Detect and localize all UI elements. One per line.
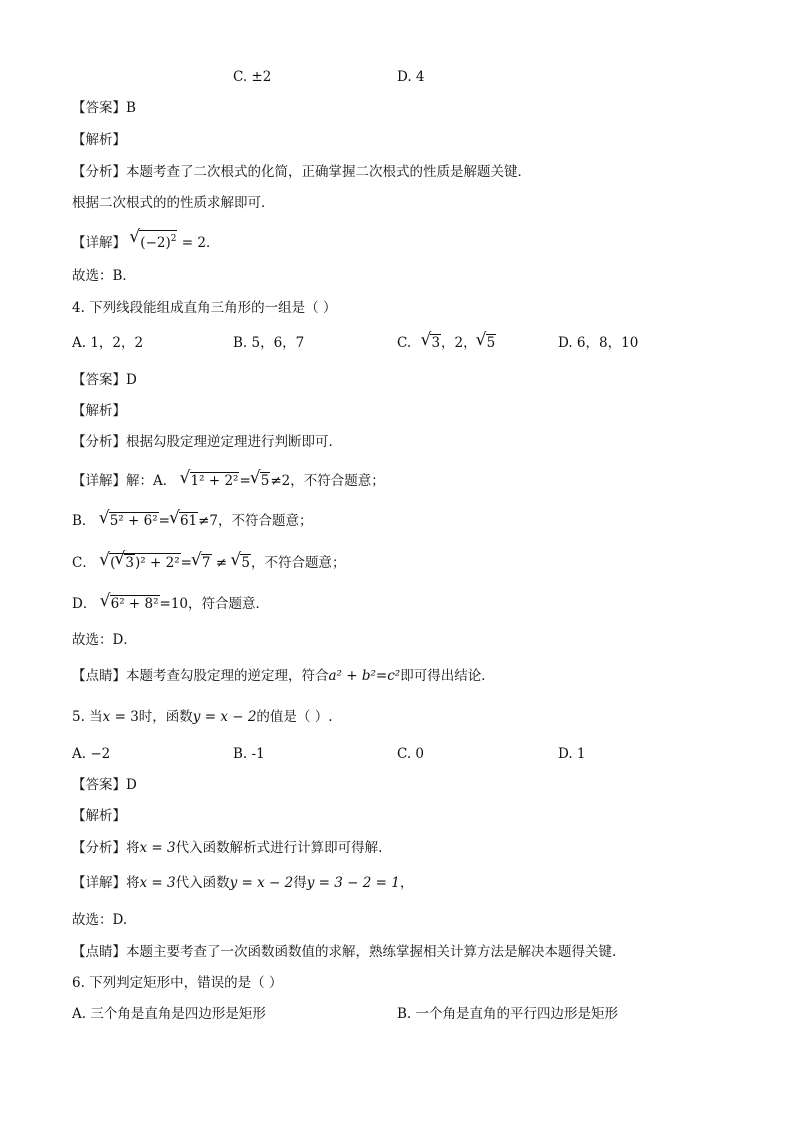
q4-detail-c-ne: ≠ bbox=[211, 555, 232, 571]
q5-option-b: B. -1 bbox=[233, 746, 265, 762]
q5-detail-mid1: 代入函数 bbox=[175, 875, 230, 891]
q4-detail-b-tail: ≠7，不符合题意； bbox=[198, 513, 313, 529]
q4-comment-pre: 【点睛】本题考查勾股定理的逆定理，符合 bbox=[72, 668, 329, 684]
q5-option-c: C. 0 bbox=[397, 746, 425, 762]
q3-method: 根据二次根式的的性质求解即可． bbox=[72, 195, 275, 211]
q4-option-c-sqrt3: √ 3 bbox=[421, 333, 441, 353]
q4-comment-formula: a² + b²=c² bbox=[328, 668, 401, 684]
q3-detail-label: 【详解】 bbox=[72, 235, 126, 251]
q4-option-b: B. 5，6，7 bbox=[233, 335, 305, 351]
q4-detail-a-sqrt5: √ 5 bbox=[251, 471, 271, 491]
q4-detail-b-sqrt: √ 5² + 6² bbox=[100, 511, 159, 531]
q5-stem-pre: 5. 当 bbox=[72, 709, 103, 725]
q5-stem-eq2: = x − 2 bbox=[200, 709, 257, 725]
q3-analysis-heading: 【解析】 bbox=[72, 132, 126, 148]
q5-stem-post: 的值是（ ）. bbox=[256, 709, 333, 725]
q6-option-b: B. 一个角是直角的平行四边形是矩形 bbox=[397, 1006, 619, 1022]
q4-option-c-sqrt5: √ 5 bbox=[477, 333, 497, 353]
q3-radicand: (−2) bbox=[140, 235, 171, 251]
q4-detail-c-tail: ，不符合题意； bbox=[251, 555, 346, 571]
q5-detail-mid2: 得 bbox=[293, 875, 307, 891]
q5-detail-post: ， bbox=[399, 875, 414, 891]
q5-stem bbox=[72, 707, 333, 727]
q4-option-c-mid: ，2， bbox=[441, 335, 477, 351]
q4-option-c bbox=[397, 333, 496, 353]
q3-choice: 故选：B． bbox=[72, 268, 136, 284]
q3-detail bbox=[72, 230, 219, 253]
q4-answer: 【答案】D bbox=[72, 372, 137, 388]
q4-detail-d-label: D． bbox=[72, 596, 97, 612]
q4-detail-c bbox=[72, 553, 346, 573]
q4-detail-a bbox=[72, 471, 385, 491]
q4-comment-post: 即可得出结论． bbox=[400, 668, 495, 684]
q4-detail-c-sqrt7: √ 7 bbox=[192, 553, 212, 573]
q5-stem-y: y bbox=[192, 709, 201, 725]
q4-detail-c-sqrt: √ (√ 3)² + 2² bbox=[100, 553, 180, 573]
q5-option-a: A. −2 bbox=[72, 746, 111, 762]
q5-detail bbox=[72, 873, 413, 893]
q5-comment: 【点睛】本题主要考查了一次函数函数值的求解，熟练掌握相关计算方法是解决本题得关键. bbox=[72, 944, 617, 960]
q6-stem: 6. 下列判定矩形中，错误的是（ ） bbox=[72, 975, 283, 991]
q4-detail-b-label: B． bbox=[72, 513, 96, 529]
q5-analysis bbox=[72, 838, 382, 858]
q3-sqrt bbox=[130, 230, 177, 253]
q5-analysis-x: x = 3 bbox=[139, 840, 176, 856]
q5-detail-function: y = x − 2 bbox=[229, 875, 294, 891]
q4-choice: 故选：D． bbox=[72, 632, 137, 648]
q3-exponent: 2 bbox=[170, 234, 177, 244]
q4-stem: 4. 下列线段能组成直角三角形的一组是（ ） bbox=[72, 300, 337, 316]
q4-detail-b bbox=[72, 511, 313, 531]
q4-detail-b-eq: = bbox=[158, 513, 170, 529]
q4-detail-a-sqrt: √ 1² + 2² bbox=[181, 471, 240, 491]
q5-detail-pre: 【详解】将 bbox=[72, 875, 140, 891]
q4-option-a: A. 1，2，2 bbox=[72, 335, 144, 351]
q5-stem-x: x bbox=[102, 709, 111, 725]
q4-option-d: D. 6，8，10 bbox=[558, 335, 639, 351]
q4-detail-b-sqrt61: √ 61 bbox=[170, 511, 198, 531]
q4-detail-a-eq: = bbox=[239, 473, 251, 489]
q5-detail-result: y = 3 − 2 = 1 bbox=[306, 875, 400, 891]
q5-option-d: D. 1 bbox=[558, 746, 586, 762]
q5-detail-x: x = 3 bbox=[139, 875, 176, 891]
q3-answer: 【答案】B bbox=[72, 100, 136, 116]
q5-choice: 故选：D. bbox=[72, 912, 128, 928]
q3-analysis: 【分析】本题考查了二次根式的化简，正确掌握二次根式的性质是解题关键． bbox=[72, 164, 531, 180]
q5-analysis-post: 代入函数解析式进行计算即可得解. bbox=[175, 840, 383, 856]
q4-analysis: 【分析】根据勾股定理逆定理进行判断即可． bbox=[72, 434, 342, 450]
q5-stem-eq1: = 3时，函数 bbox=[110, 709, 193, 725]
q4-detail-a-tail: ≠2，不符合题意； bbox=[270, 473, 385, 489]
q4-detail-d-tail: =10，符合题意． bbox=[159, 596, 270, 612]
q4-detail-c-sqrt5: √ 5 bbox=[231, 553, 251, 573]
q4-detail-d-sqrt: √ 6² + 8² bbox=[101, 594, 160, 614]
q4-detail-c-label: C． bbox=[72, 555, 96, 571]
q5-analysis-pre: 【分析】将 bbox=[72, 840, 140, 856]
q3-option-c: C. ±2 bbox=[233, 69, 272, 85]
q4-detail-c-inner-sqrt: √ 3 bbox=[115, 554, 135, 571]
q4-detail-c-rest: ² + 2² bbox=[140, 555, 180, 571]
q4-detail-c-eq: = bbox=[180, 555, 192, 571]
q4-comment bbox=[72, 666, 495, 686]
q4-detail-d bbox=[72, 594, 269, 614]
q3-option-d: D. 4 bbox=[397, 69, 425, 85]
q5-answer: 【答案】D bbox=[72, 777, 137, 793]
q3-detail-result: = 2． bbox=[181, 235, 220, 251]
q4-detail-a-label: 【详解】解：A． bbox=[72, 473, 177, 489]
q4-option-c-label: C. bbox=[397, 335, 412, 351]
q5-analysis-heading: 【解析】 bbox=[72, 808, 126, 824]
q6-option-a: A. 三个角是直角是四边形是矩形 bbox=[72, 1006, 266, 1022]
q4-analysis-heading: 【解析】 bbox=[72, 403, 126, 419]
